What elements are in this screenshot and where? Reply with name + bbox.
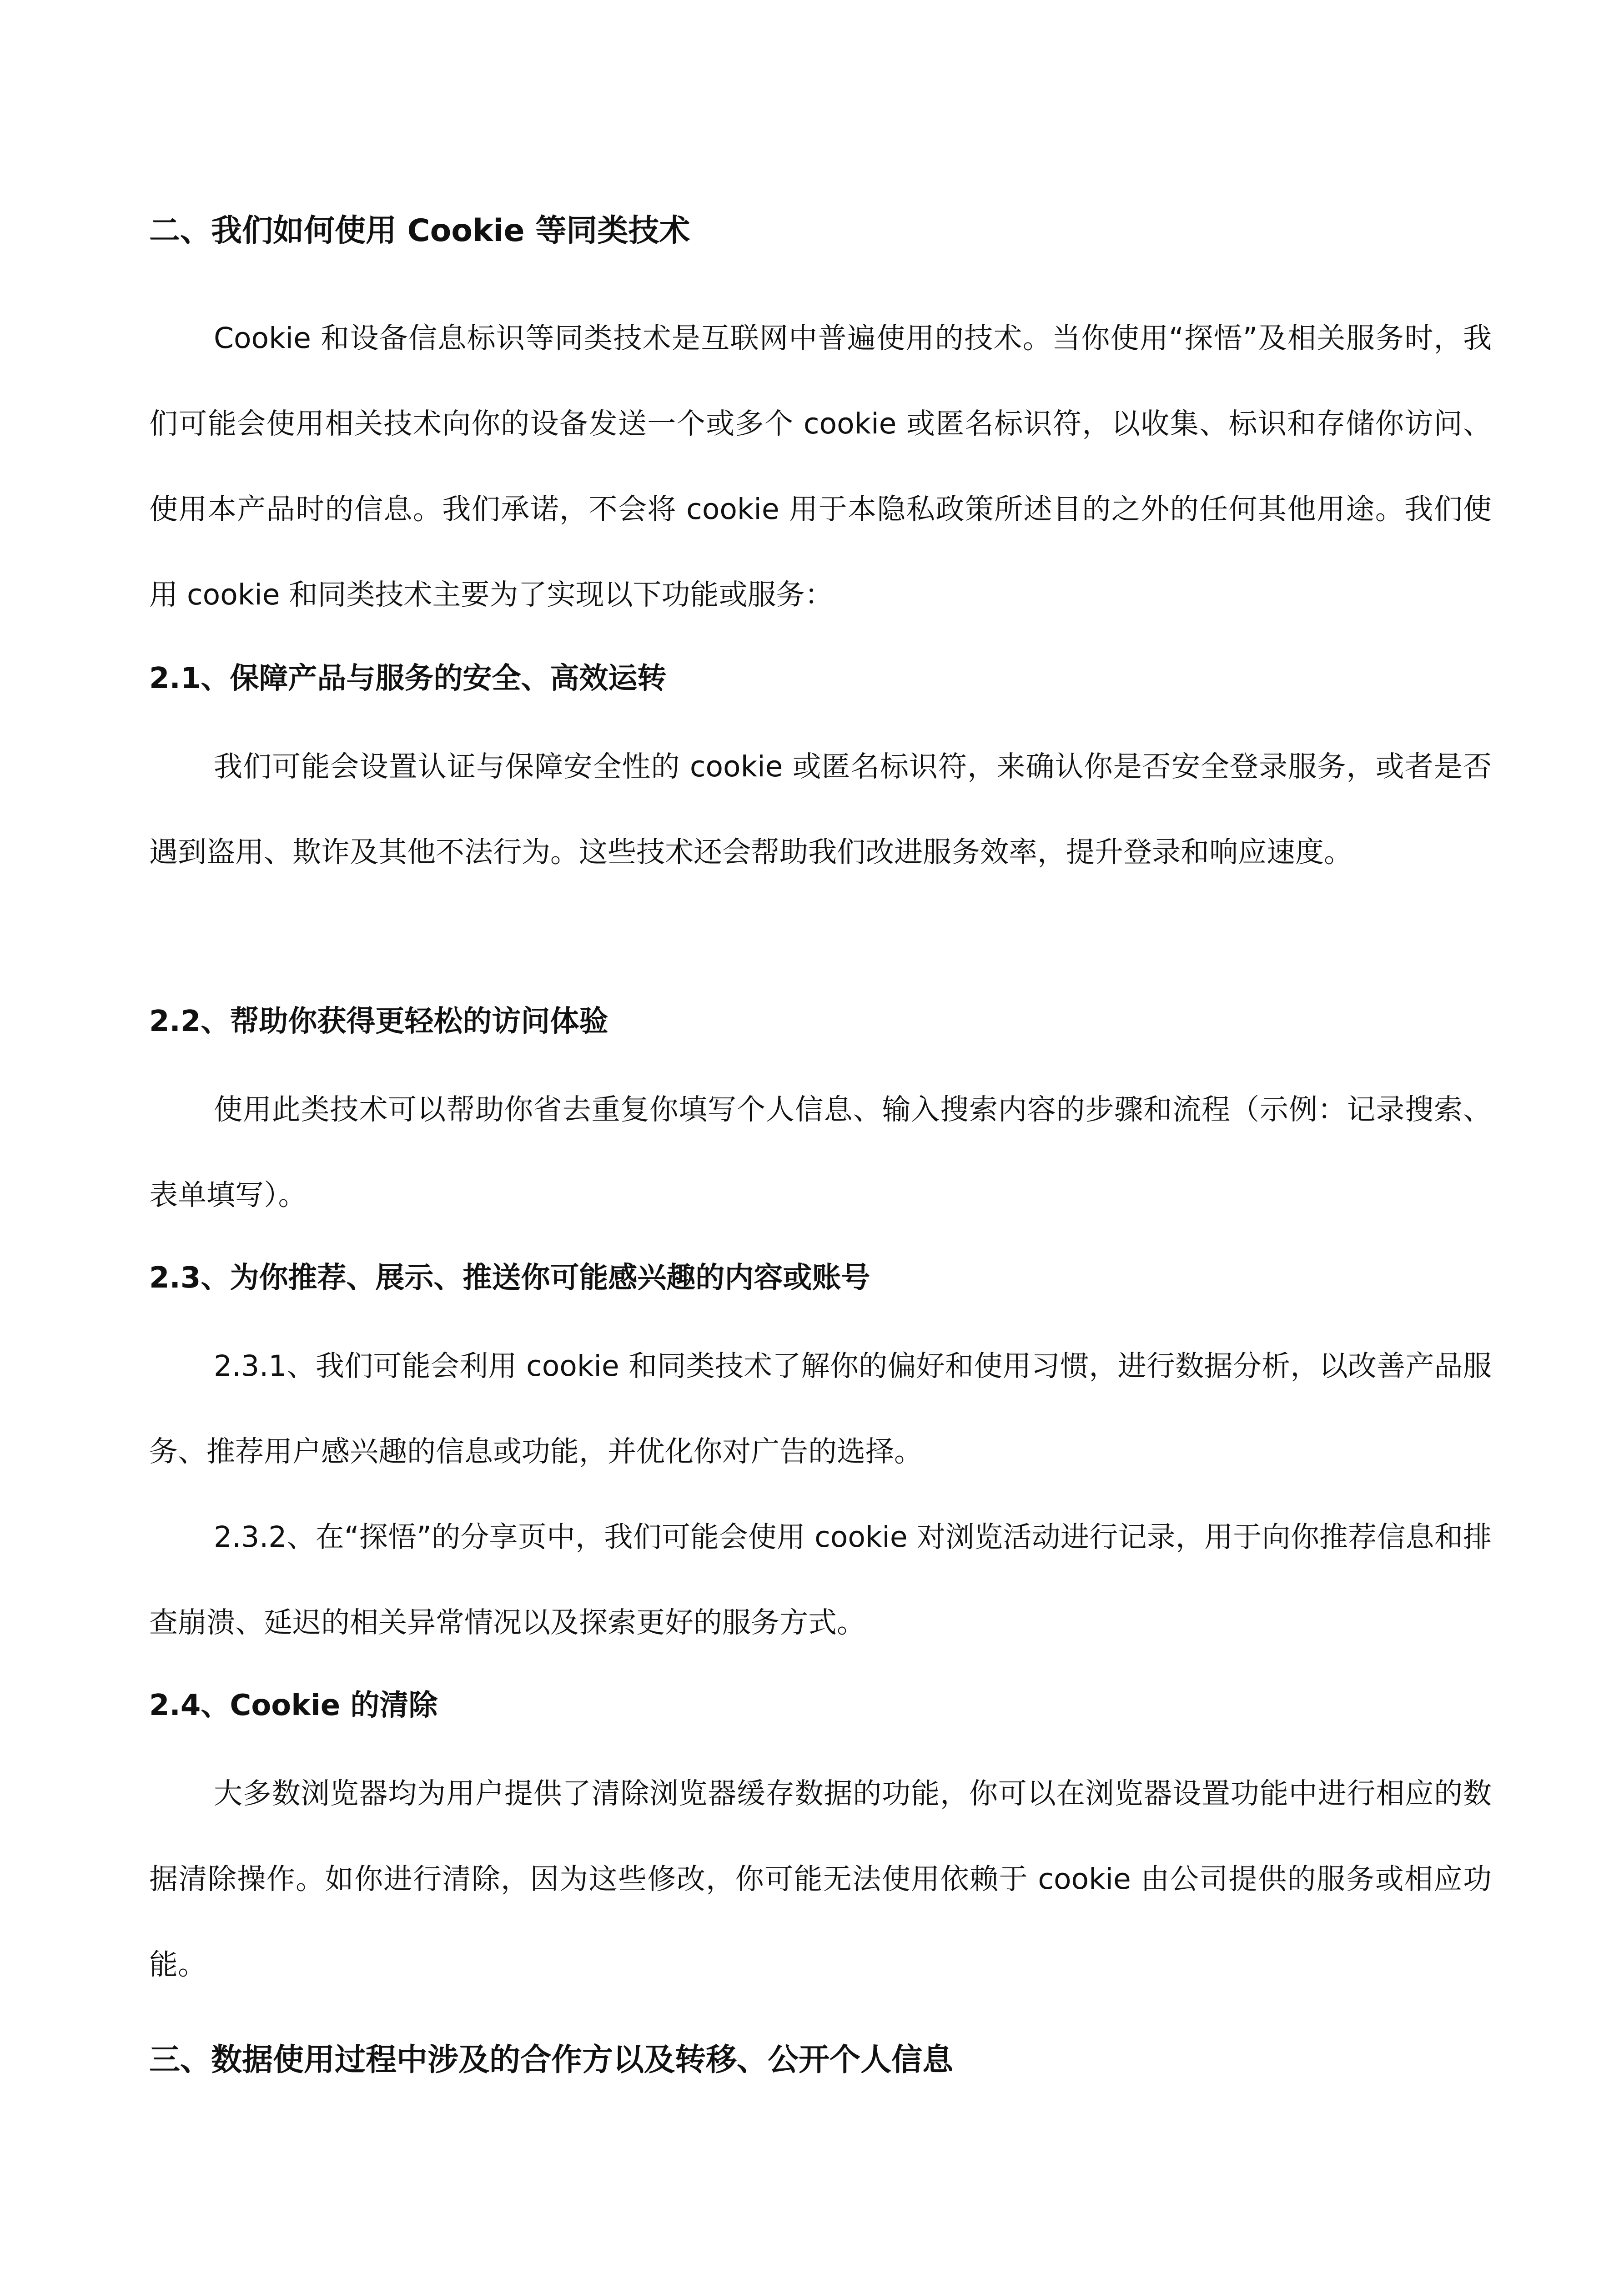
subsection-2-3-1-paragraph: 2.3.1、我们可能会利用 cookie 和同类技术了解你的偏好和使用习惯，进行数据分析，以改善产品服务、推荐用户感兴趣的信息或功能，并优化你对广告的选择。	[149, 1349, 1492, 1468]
section-2-heading: 二、我们如何使用 Cookie 等同类技术	[149, 213, 690, 249]
subsection-2-2-heading: 2.2、帮助你获得更轻松的访问体验	[149, 1005, 608, 1038]
subsection-2-4-heading: 2.4、Cookie 的清除	[149, 1689, 438, 1722]
section-2-intro-paragraph: Cookie 和设备信息标识等同类技术是互联网中普遍使用的技术。当你使用“探悟”及相关服务时，我们可能会使用相关技术向你的设备发送一个或多个 cookie 或匿名标识符，以收集、标识和存储你访问、使用本产品时的信息。我们承诺，不会将 cookie 用于本隐私政策所述目的之外的任何其他用途。我们使用 cookie 和同类技术主要为了实现以下功能或服务：	[149, 322, 1492, 611]
subsection-2-3-2-paragraph: 2.3.2、在“探悟”的分享页中，我们可能会使用 cookie 对浏览活动进行记录，用于向你推荐信息和排查崩溃、延迟的相关异常情况以及探索更好的服务方式。	[149, 1520, 1492, 1639]
subsection-2-2-paragraph: 使用此类技术可以帮助你省去重复你填写个人信息、输入搜索内容的步骤和流程（示例：记录搜索、表单填写）。	[149, 1093, 1492, 1212]
subsection-2-1-paragraph: 我们可能会设置认证与保障安全性的 cookie 或匿名标识符，来确认你是否安全登录服务，或者是否遇到盗用、欺诈及其他不法行为。这些技术还会帮助我们改进服务效率，提升登录和响应速度。	[149, 750, 1492, 869]
subsection-2-4-paragraph: 大多数浏览器均为用户提供了清除浏览器缓存数据的功能，你可以在浏览器设置功能中进行相应的数据清除操作。如你进行清除，因为这些修改，你可能无法使用依赖于 cookie 由公司提供的服务或相应功能。	[149, 1777, 1492, 1981]
subsection-2-3-heading: 2.3、为你推荐、展示、推送你可能感兴趣的内容或账号	[149, 1261, 870, 1295]
subsection-2-1-heading: 2.1、保障产品与服务的安全、高效运转	[149, 662, 667, 695]
section-3-heading: 三、数据使用过程中涉及的合作方以及转移、公开个人信息	[149, 2042, 954, 2078]
